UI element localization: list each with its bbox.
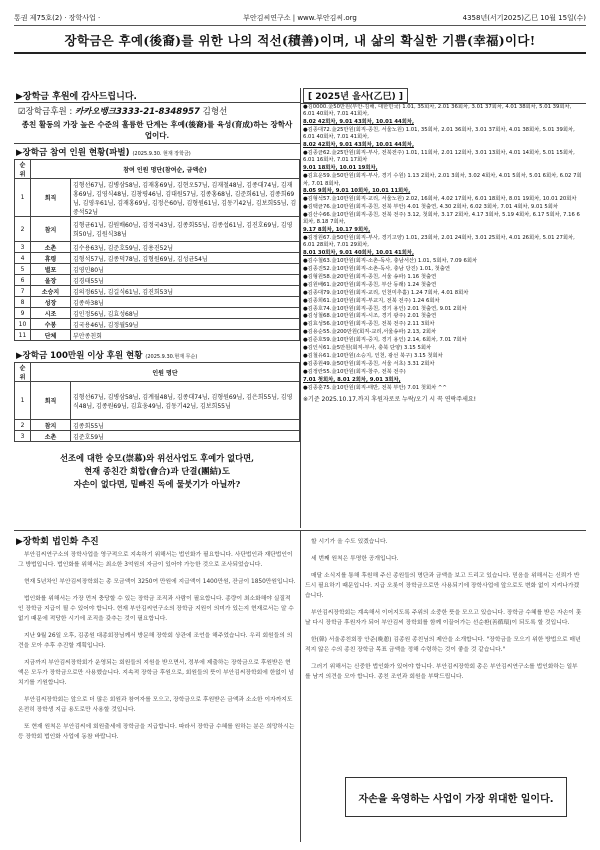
col-rank: 순위 bbox=[15, 160, 31, 179]
donation-entry: ●김형원58.金20만원(회직-종친, 서울 송파) 1.16 첫출연 bbox=[303, 274, 437, 281]
article-paragraph: 세 번째 원칙은 투명한 공개입니다. bbox=[311, 556, 399, 562]
names-cell: 김형선67님, 김병삼58님, 김재홍69님, 김현오57님, 김재철48님, 김종대74님, 김재홍69님, 김영식48님, 김창평46님, 김대원57님, 김종홍68님, 김준희61님, 김종희69님, 김영우61님, 김재홍69님, 김정은60님, 김형원61님, 김동기42님, 김보희55님, 김중석52님 bbox=[71, 179, 300, 217]
quote-box bbox=[14, 442, 300, 491]
motto-box: 자손을 육영하는 사업이 가장 위대한 일이다. bbox=[345, 777, 567, 817]
table2-title bbox=[14, 347, 300, 362]
level-cell: 별포 bbox=[31, 264, 71, 275]
rank-cell: 4 bbox=[15, 253, 31, 264]
donation-entry: ●김종대79.金10만원(회직-교리, 인천미추홀) 1.24 7회차, 4.01 8회차 bbox=[303, 289, 469, 296]
article-paragraph: 부안김씨연구소의 장학사업을 영구적으로 지속하기 위해서는 법인화가 필요합니다. 사단법인과 재단법인이 그 방법입니다. 법인화를 위해서는 최소한 3억원의 자금이 있어야 가능한 것으로 조사되었습니다. bbox=[18, 552, 293, 568]
names-cell: 김의정65님, 김길식61님, 김진희53님 bbox=[71, 286, 300, 297]
level-cell: 소승지 bbox=[31, 286, 71, 297]
table-row bbox=[15, 319, 300, 330]
table1-note: (2025.9.30. 현재 장학금) bbox=[132, 151, 191, 157]
donation-entry: 8.05 9회차, 9.01 10회차, 10.01 11회차, bbox=[303, 188, 411, 195]
donation-entry: 7.01 첫회차, 8.01 2회차, 9.01 3회차, bbox=[303, 376, 401, 383]
donation-entry: ●김성철68.金10만원(회직-시조, 경기 광주) 2.01 첫출연 bbox=[303, 313, 437, 320]
donation-list bbox=[301, 104, 586, 392]
donation-entry: ●김효운59.金50만원(회직-부사, 경기 수원) 1.13 2회차, 2.01 3회차, 3.02 4회차, 4.01 5회차, 5.01 6회차, 6.02 7회차, 7.01 8회차, bbox=[303, 173, 582, 187]
donation-entry: ●김인식61.金5만원(회직-부사, 충북 단양) 3.15 5회차 bbox=[303, 345, 432, 352]
table2-note: (2025.9.30.현재 무순) bbox=[145, 354, 198, 360]
rank-cell: 2 bbox=[15, 217, 31, 242]
rank-cell: 3 bbox=[15, 431, 31, 442]
level-cell: 회직 bbox=[31, 179, 71, 217]
level-cell: 소촌 bbox=[31, 431, 71, 442]
article-title: ▶장학회 법인화 추진 bbox=[16, 537, 99, 547]
donation-entry: ●김종진52.金10만원(회직-소촌-독사, 충남 당진) 1.01, 첫출연 bbox=[303, 266, 451, 273]
donation-entry: ●김철유61.金10만원(소승지, 인천, 광선 북구) 3.15 첫회차 bbox=[303, 352, 443, 359]
header-site: 부안김씨연구소 | www.부안김씨.org bbox=[243, 13, 357, 22]
participants-table bbox=[14, 159, 300, 341]
article-paragraph: 또 현재 원칙은 부안김씨에 회원출세에 장학금을 지급합니다. 따라서 장학금 수혜를 원하는 분은 희망하시는 등 장학회 법인화 사업에 동참 바랍니다. bbox=[18, 724, 295, 740]
table-row bbox=[15, 264, 300, 275]
names-cell: 김수용63님, 김준호59님, 김용진52님 bbox=[71, 242, 300, 253]
level-cell: 참지 bbox=[31, 217, 71, 242]
rank-cell: 1 bbox=[15, 179, 31, 217]
table-row bbox=[15, 382, 300, 420]
article-paragraph: 부안김씨장학회는 앞으로 더 많은 회원과 참여자를 모으고, 장학금으로 후원받은 금액과 소소한 이자까지도 온전히 장학생 지급 용도로만 사용할 것입니다. bbox=[18, 697, 293, 713]
col-names: 인원 명단 bbox=[31, 363, 300, 382]
names-cell: 김경태55님 bbox=[71, 275, 300, 286]
level-cell: 울장 bbox=[31, 275, 71, 286]
donation-entry: ●김용순55.金200만원(회직-교리,서울송파) 2.13, 2회차 bbox=[303, 329, 437, 336]
donation-entry: ●김0000.金50만원(부안-김해, 대한민국) 1.01, 35회차, 2.01 36회차, 3.01 37회차, 4.01 38회차, 5.01 39회차, 6.01 40회차, 7.01 41회차, bbox=[303, 104, 572, 118]
level-cell: 회직 bbox=[31, 382, 71, 420]
table1-heading: ▶장학금 참여 인원 현황(파벌) bbox=[16, 148, 130, 158]
rank-cell: 5 bbox=[15, 264, 31, 275]
rank-cell: 2 bbox=[15, 420, 31, 431]
donations-heading bbox=[301, 88, 586, 104]
names-cell: 김준호59님 bbox=[71, 431, 300, 442]
table-row bbox=[15, 431, 300, 442]
donation-entry: ●김종훈75.金10만원(회직-태반, 전북 부안) 7.01 첫회차 ^^ bbox=[303, 384, 447, 391]
level-cell: 성장 bbox=[31, 297, 71, 308]
article-paragraph: 부안김씨장학회는 계속해서 이어지도록 주위의 소중한 뜻을 모으고 있습니다. 장학금 수혜를 받은 자손이 훗날 다시 장학금 후원자가 되어 부안김씨 장학회를 함께 이끌어가는 선순환(善循環)이 되도록 할 것입니다. bbox=[305, 610, 582, 626]
donation-entry: ●김원배61.金20만원(회직-종친, 부산 동래) 1.24 첫출연 bbox=[303, 281, 437, 288]
rank-cell: 3 bbox=[15, 242, 31, 253]
article-paragraph: 지난 9월 26일 오후, 김종원 대종회장님께서 방문해 장학회 상관에 조언을 해주었습니다. 우리 회원들의 의견을 모아 추후 추진할 계획입니다. bbox=[18, 633, 293, 649]
table-row bbox=[15, 275, 300, 286]
rank-cell: 8 bbox=[15, 297, 31, 308]
donation-entry: ●김준호59.金10만원(회직-중지, 경기 용인) 2.14, 6회차, 7.01 7회차 bbox=[303, 337, 467, 344]
level-cell: 소촌 bbox=[31, 242, 71, 253]
names-cell: 부안종친회 bbox=[71, 330, 300, 341]
table-row bbox=[15, 179, 300, 217]
page-header bbox=[14, 10, 586, 26]
quote-line: 선조에 대한 숭모(崇慕)와 위선사업도 후예가 없다면, bbox=[59, 453, 255, 463]
article-paragraph: 한(韓) 서울종친회장 안준(晩憩) 김종원 종친님의 제안을 소개합니다. "장학금을 모으기 위한 방법으로 매년 적지 않은 수의 종친 장학금 목표 금액을 정해 수령하는 것이 좋을 것 같습니다." bbox=[305, 637, 581, 653]
table-row bbox=[15, 286, 300, 297]
names-cell: 김영민80님 bbox=[71, 264, 300, 275]
donation-entry: 8.02 42회차, 9.01 43회차, 10.01 44회차, bbox=[303, 119, 414, 126]
table-row bbox=[15, 253, 300, 264]
article-paragraph: 그러기 위해서는 신중한 법인화가 있어야 합니다. 부안김씨장학회 총은 부안김씨연구소를 법인화하는 일부를 남겨 의견을 모아 합니다. 종친 조언과 회원을 부탁드립니다. bbox=[305, 664, 578, 680]
left-column bbox=[14, 88, 301, 528]
rank-cell: 6 bbox=[15, 275, 31, 286]
header-date: 4358년(서기2025)乙巳 10월 15일(수) bbox=[462, 13, 587, 22]
table-row bbox=[15, 420, 300, 431]
table-row bbox=[15, 242, 300, 253]
rank-cell: 10 bbox=[15, 319, 31, 330]
donation-entry: ●김정원67.金50만원(회직-부사, 경기고양) 1.01, 23회차, 2.01 24회차, 3.01 25회차, 4.01 26회차, 5.01 27회차, 6.01 28회차, 7.01 29회차, bbox=[303, 235, 575, 249]
bank-holder: 김형선 bbox=[202, 107, 228, 117]
donation-entry: ●김종원49.金50만원(회직-종친, 서울 서초) 3.31 2회차 bbox=[303, 360, 435, 367]
donations-year: [ 2025년 을사(乙巳) ] bbox=[303, 88, 408, 103]
article-body-continued bbox=[301, 531, 586, 682]
table-row bbox=[15, 297, 300, 308]
names-cell: 김형석57님, 김종덕78님, 김형원69님, 김성균54님 bbox=[71, 253, 300, 264]
donation-entry: 8.02 42회차, 9.01 43회차, 10.01 44회차, bbox=[303, 142, 414, 149]
rank-cell: 1 bbox=[15, 382, 31, 420]
bank-account: 카카오뱅크3333-21-8348957 bbox=[74, 107, 200, 117]
donation-entry: ●김정란55.金10만원(회직-창주, 전북 전주) bbox=[303, 368, 406, 375]
donation-note: ※기준 2025.10.17.까지 후원자로로 누락/오기 시 꼭 연락주세요! bbox=[303, 396, 477, 404]
bank-info bbox=[14, 103, 300, 118]
donation-entry: 9.01 18회차, 10.01 19회차, bbox=[303, 165, 378, 172]
level-cell: 휴령 bbox=[31, 253, 71, 264]
header-issue: 통권 제75호(2) · 장학사업 · bbox=[14, 13, 101, 22]
table-row bbox=[15, 217, 300, 242]
names-cell: 김국용46님, 김정월59님 bbox=[71, 319, 300, 330]
names-cell: 김인정56님, 김효성68님 bbox=[71, 308, 300, 319]
donation-entry: ●김효성56.金10만원(회직-종친, 전북 전주) 2.11 3회차 bbox=[303, 321, 435, 328]
donation-entry: ●김택균76.金10만원(회직-종친, 전북 부안) 4.01 첫출연, 4.30 2회차, 6.02 3회차, 7.01 4회차, 9.01 5회차 bbox=[303, 204, 559, 211]
page-banner: 장학금은 후예(後裔)를 위한 나의 적선(積善)이며, 내 삶의 확실한 기쁨(幸福)이다! bbox=[14, 28, 586, 54]
rank-cell: 9 bbox=[15, 308, 31, 319]
table-row bbox=[15, 308, 300, 319]
level-cell: 단체 bbox=[31, 330, 71, 341]
corporatization-article bbox=[14, 530, 301, 842]
donation-entry: 8.01 30회차, 9.01 40회차, 10.01 41회차, bbox=[303, 250, 414, 257]
right-column bbox=[301, 88, 586, 528]
mission-statement: 종친 활동의 가장 높은 수준의 훌륭한 단계는 후예(後裔)를 육성(育成)하는 장학사업이다. bbox=[14, 118, 300, 144]
names-cell: 김형균61님, 김원배60님, 김정국43님, 김종회55님, 김종섭61님, 김진호69님, 김영희50님, 김원식38님 bbox=[71, 217, 300, 242]
names-cell: 김형선67님, 김병삼58님, 김계월48님, 김종대74님, 김형원69님, 김은희55님, 김영식48님, 김종원69님, 김효웅49님, 김동기42님, 김보희55님 bbox=[71, 382, 300, 420]
table-row bbox=[15, 330, 300, 341]
names-cell: 김종하38님 bbox=[71, 297, 300, 308]
level-cell: 수봉 bbox=[31, 319, 71, 330]
donation-entry: ●김종호74.金10만원(회직-종친, 경기 용인) 2.01 첫출연, 9.01 2회차 bbox=[303, 305, 467, 312]
article-continued bbox=[301, 530, 586, 842]
donation-entry: ●김산수66.金10만원(회직-종친, 전북 전주) 3.12, 첫회차, 3.17 2회차, 4.17 3회차, 5.19 4회차, 6.17 5회차, 7.16 6회차, 8.18 7회차, bbox=[303, 212, 580, 226]
article-body bbox=[14, 550, 300, 742]
article-paragraph: 할 시기가 올 수도 있겠습니다. bbox=[311, 539, 388, 545]
quote-line: 자손이 없다면, 밑빠진 독에 물붓기가 아닐까? bbox=[73, 479, 241, 489]
names-cell: 김종회55님 bbox=[71, 420, 300, 431]
donation-entry: 9.17 8회차, 10.17 9회차, bbox=[303, 227, 371, 234]
thanks-heading: ▶장학금 후원에 감사드립니다. bbox=[14, 88, 300, 103]
donation-entry: ●김수철63.金10만원(회직-소촌-독사, 충남서산) 1.01, 5회차, 7.09 6회차 bbox=[303, 258, 478, 265]
col-names: 참여 인원 명단(참여순, 금액순) bbox=[31, 160, 300, 179]
rank-cell: 11 bbox=[15, 330, 31, 341]
donation-entry: ●김종대72.金25만원(회직-종친, 서울노원) 1.01, 35회차, 2.01 36회차, 3.01 37회차, 4.01 38회차, 5.01 39회차, 6.01 40회차, 7.01 41회차, bbox=[303, 127, 575, 141]
bank-label: ☑장학금후원 : bbox=[18, 107, 73, 117]
article-paragraph: 현재 5년차인 부안김씨장학회는 총 모금액이 3250여 만원에 지급액이 1400만원, 잔금이 1850만원입니다. bbox=[24, 579, 296, 585]
major-donors-table bbox=[14, 362, 300, 442]
article-paragraph: 지금까지 부안김씨장학회가 운영되는 회원들의 지원을 받으면서, 정부에 제출하는 장학금으로 후원받은 현액은 모두가 장학금으로만 사용했습니다. 지속적 장학금 후원으로, 회원들의 뜻이 부안김씨장학회에 한없이 넘치기를 기원합니다. bbox=[18, 660, 294, 686]
donation-entry: ●김종균62.金25만원(회직-부사, 전북전주) 1.01, 11회차, 2.01 12회차, 3.01 13회차, 4.01 14회차, 5.01 15회차, 6.01 16회차, 7.01 17회차 bbox=[303, 150, 575, 164]
table1-title bbox=[14, 144, 300, 159]
col-rank: 순위 bbox=[15, 363, 31, 382]
donation-entry: ●김형석57.金10만원(회직-교리, 서울노원) 2.02, 16회차, 4.02 17회차, 6.01 18회차, 8.01 19회차, 10.01 20회차 bbox=[303, 196, 577, 203]
level-cell: 참지 bbox=[31, 420, 71, 431]
table2-heading: ▶장학금 100만원 이상 후원 현황 bbox=[16, 351, 143, 361]
donation-entry: ●김종희61.金10만원(회직-부교지, 전북 전주) 1.24 6회차 bbox=[303, 297, 440, 304]
quote-line: 현재 종친간 회합(會合)과 단결(團結)도 bbox=[84, 466, 230, 476]
article-paragraph: 매달 소식지를 통해 후원해 주신 종원들의 명단과 금액을 보고 드리고 있습니다. 믿음을 위해서는 신뢰가 반드시 필요하기 때문입니다. 지급 오롯이 장학금으로만 사용되기에 장학사업에 앞으로도 변화 없이 지켜나가겠습니다. bbox=[305, 573, 580, 599]
level-cell: 시조 bbox=[31, 308, 71, 319]
article-paragraph: 법인화를 위해서는 가장 먼저 충당할 수 있는 장학금 조직과 사람이 필요합니다. 종량이 최소화해야 실질적인 장학금 지급이 될 수 있어야 합니다. 현재 부안김씨연구소의 장학금 지원이 의미가 있는지 현재로서는 알 수 없기 때문에 적당한 시기에 조직을 갖추는 것이 필요합니다. bbox=[18, 596, 294, 622]
rank-cell: 7 bbox=[15, 286, 31, 297]
